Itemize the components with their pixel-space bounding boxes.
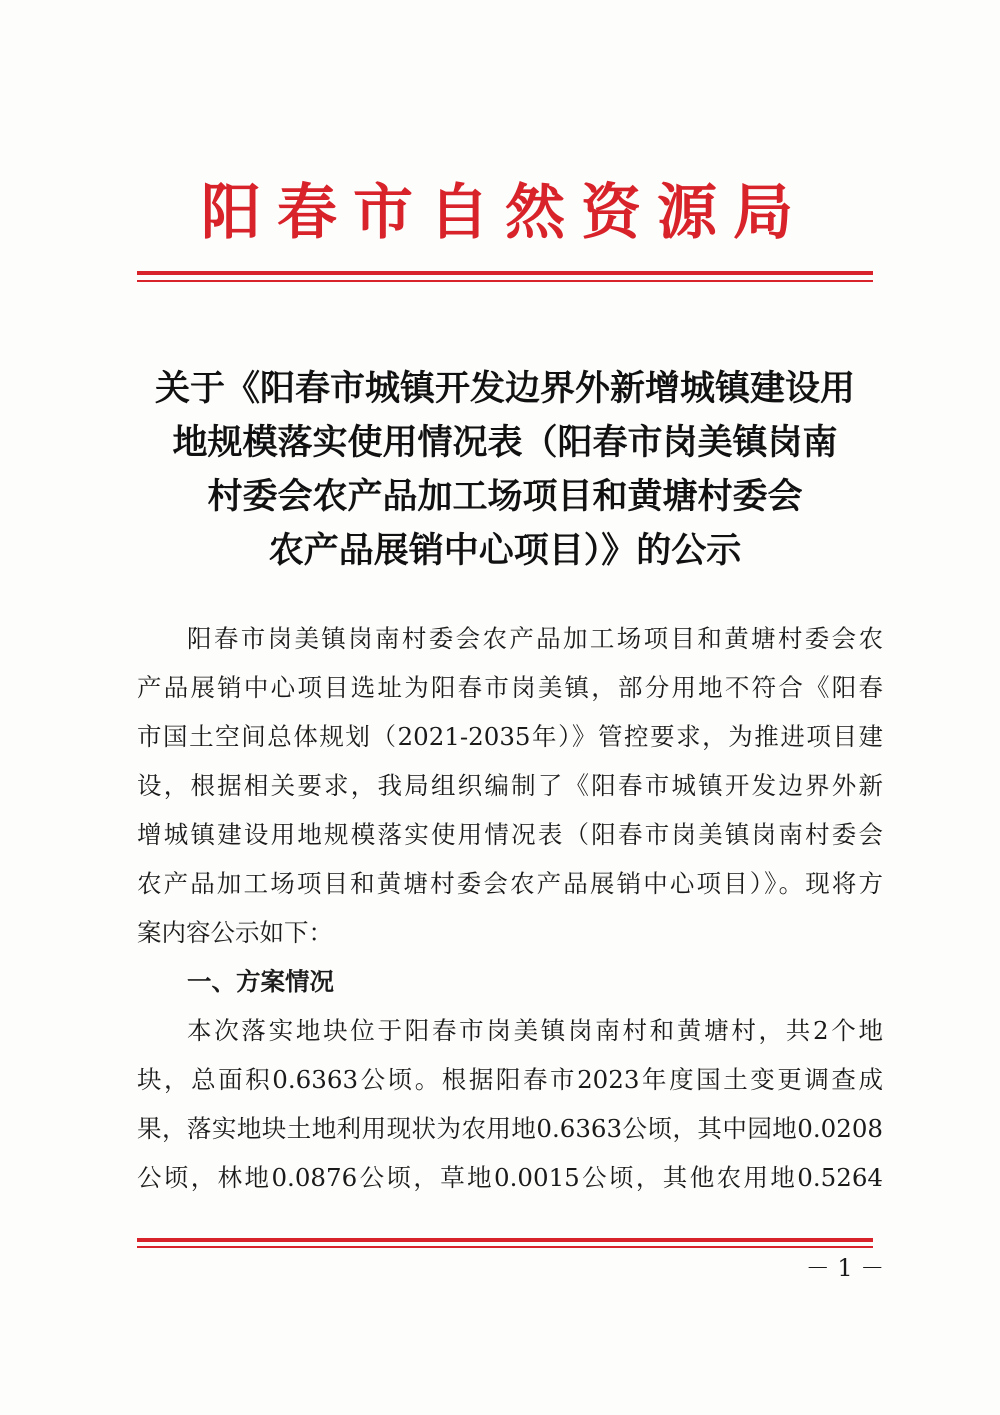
title-line: 村委会农产品加工场项目和黄塘村委会 (207, 477, 803, 517)
body-line: 设，根据相关要求，我局组织编制了《阳春市城镇开发边界外新 (137, 771, 883, 800)
body-line: 块，总面积0.6363公顷。根据阳春市2023年度国土变更调查成 (137, 1065, 883, 1094)
footer-rule-thick (137, 1238, 873, 1242)
document-body (137, 614, 883, 1202)
body-line: 增城镇建设用地规模落实使用情况表（阳春市岗美镇岗南村委会 (137, 820, 883, 849)
body-line: 本次落实地块位于阳春市岗美镇岗南村和黄塘村，共2个地 (187, 1016, 883, 1045)
title-line: 地规模落实使用情况表（阳春市岗美镇岗南 (172, 423, 838, 463)
body-line: 公顷，林地0.0876公顷，草地0.0015公顷，其他农用地0.5264 (137, 1163, 883, 1192)
body-line: 市国土空间总体规划（2021-2035年）》管控要求，为推进项目建 (137, 722, 883, 751)
document-title (110, 362, 900, 578)
footer-rule-thin (137, 1246, 873, 1248)
page-number: － 1 － (805, 1254, 885, 1282)
letterhead-rule-thick (137, 271, 873, 275)
title-line: 农产品展销中心项目）》的公示 (268, 531, 742, 571)
body-line: 农产品加工场项目和黄塘村委会农产品展销中心项目）》。现将方 (137, 869, 883, 898)
agency-letterhead: 阳春市自然资源局 (201, 178, 809, 248)
letterhead-rule-thin (137, 280, 873, 282)
section-heading: 一、方案情况 (187, 967, 334, 996)
body-line: 阳春市岗美镇岗南村委会农产品加工场项目和黄塘村委会农 (187, 624, 883, 653)
title-line: 关于《阳春市城镇开发边界外新增城镇建设用 (154, 369, 855, 409)
body-line: 果，落实地块土地利用现状为农用地0.6363公顷，其中园地0.0208 (137, 1114, 883, 1143)
body-line: 产品展销中心项目选址为阳春市岗美镇，部分用地不符合《阳春 (137, 673, 883, 702)
body-line: 案内容公示如下： (137, 918, 333, 947)
